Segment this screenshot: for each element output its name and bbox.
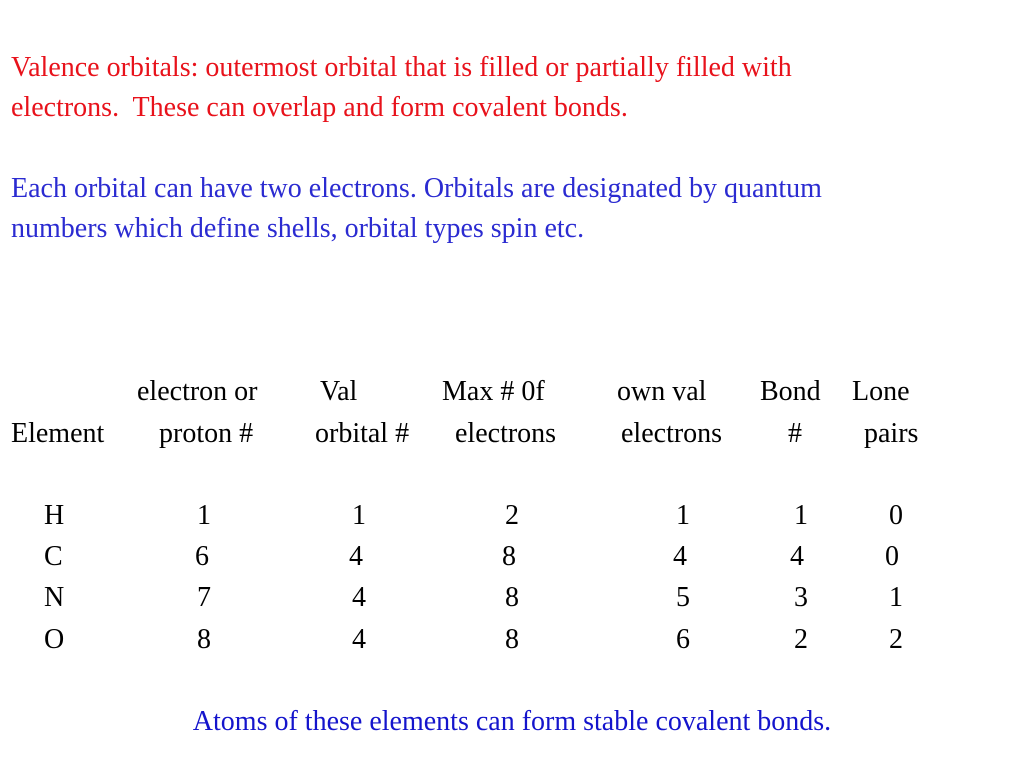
row-n-bond: 3 [794, 582, 808, 613]
valence-definition-line-1: Valence orbitals: outermost orbital that is filled or partially filled with [11, 52, 792, 83]
row-c-lone-pairs: 0 [885, 541, 899, 572]
row-h-element: H [44, 500, 65, 531]
header-own-val: own val [617, 376, 707, 407]
row-c-val-orbital: 4 [349, 541, 363, 572]
row-c-own-val-electrons: 4 [673, 541, 687, 572]
row-o-element: O [44, 624, 65, 655]
row-o-max-electrons: 8 [505, 624, 519, 655]
row-c-proton: 6 [195, 541, 209, 572]
row-c-bond: 4 [790, 541, 804, 572]
header-proton-number: proton # [159, 418, 254, 449]
row-h-lone-pairs: 0 [889, 500, 903, 531]
header-electrons-max: electrons [455, 418, 557, 449]
row-h-bond: 1 [794, 500, 808, 531]
orbital-description-line-1: Each orbital can have two electrons. Orbitals are designated by quantum [11, 173, 822, 204]
valence-definition-paragraph [11, 48, 1011, 128]
row-h-own-val-electrons: 1 [676, 500, 690, 531]
row-c-element: C [44, 541, 63, 572]
header-bond-number: # [788, 418, 802, 449]
row-o-lone-pairs: 2 [889, 624, 903, 655]
row-n-element: N [44, 582, 65, 613]
header-lone-pairs: pairs [864, 418, 919, 449]
row-c-max-electrons: 8 [502, 541, 516, 572]
header-bond: Bond [760, 376, 821, 407]
header-max-of: Max # 0f [442, 376, 545, 407]
valence-definition-line-2: electrons. These can overlap and form covalent bonds. [11, 92, 628, 123]
header-element: Element [11, 418, 105, 449]
header-lone: Lone [852, 376, 910, 407]
row-n-lone-pairs: 1 [889, 582, 903, 613]
row-n-proton: 7 [197, 582, 211, 613]
row-o-own-val-electrons: 6 [676, 624, 690, 655]
header-electrons-own: electrons [621, 418, 723, 449]
orbital-description-line-2: numbers which define shells, orbital types spin etc. [11, 213, 585, 244]
row-h-max-electrons: 2 [505, 500, 519, 531]
header-orbital-number: orbital # [315, 418, 410, 449]
header-electron-or: electron or [137, 376, 258, 407]
row-o-val-orbital: 4 [352, 624, 366, 655]
orbital-description-paragraph [11, 169, 1011, 249]
row-h-proton: 1 [197, 500, 211, 531]
row-o-proton: 8 [197, 624, 211, 655]
row-h-val-orbital: 1 [352, 500, 366, 531]
row-n-max-electrons: 8 [505, 582, 519, 613]
footer-conclusion: Atoms of these elements can form stable covalent bonds. [192, 706, 832, 737]
row-o-bond: 2 [794, 624, 808, 655]
row-n-val-orbital: 4 [352, 582, 366, 613]
row-n-own-val-electrons: 5 [676, 582, 690, 613]
header-val: Val [320, 376, 358, 407]
